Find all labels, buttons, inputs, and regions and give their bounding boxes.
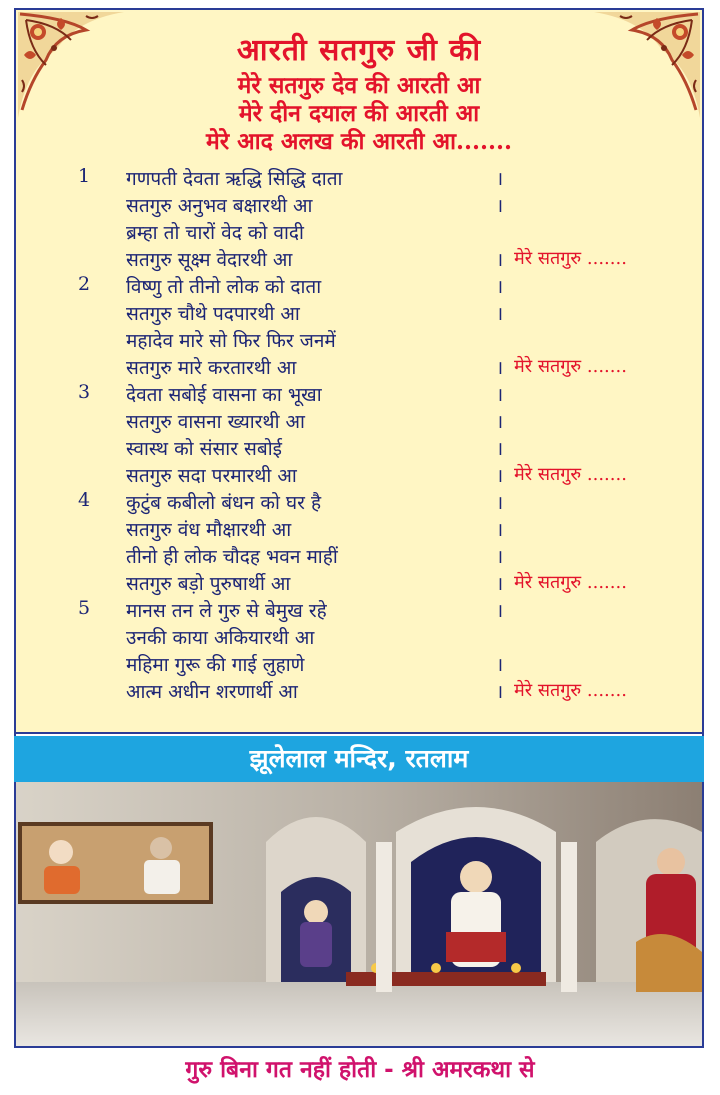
danda-mark: ।: [496, 681, 504, 703]
verse-line: ब्रम्हा तो चारों वेद को वादी: [126, 222, 304, 244]
refrain-text: मेरे सतगुरु .......: [514, 356, 627, 377]
verse-line: मानस तन ले गुरु से बेमुख रहे: [126, 600, 327, 622]
verse-line: देवता सबोई वासना का भूखा: [126, 384, 322, 406]
verse-line: सतगुरु मारे करतारथी आ: [126, 357, 297, 379]
danda-mark: ।: [496, 195, 504, 217]
refrain-text: मेरे सतगुरु .......: [514, 464, 627, 485]
verse-line: गणपती देवता ऋद्धि सिद्धि दाता: [126, 168, 343, 190]
verse-line: महिमा गुरू की गाई लुहाणे: [126, 654, 305, 676]
danda-mark: ।: [496, 411, 504, 433]
verse-line: सतगुरु वासना ख्यारथी आ: [126, 411, 305, 433]
verse-line: सतगुरु अनुभव बक्षारथी आ: [126, 195, 313, 217]
chorus-line: मेरे आद अलख की आरती आ.......: [205, 128, 513, 155]
verse-line: तीनो ही लोक चौदह भवन माहीं: [126, 546, 338, 568]
verse-number: 5: [78, 597, 91, 619]
verse-number: 4: [78, 489, 91, 511]
temple-photo: [16, 782, 702, 1046]
danda-mark: ।: [496, 438, 504, 460]
verse-line: विष्णु तो तीनो लोक को दाता: [126, 276, 322, 298]
danda-mark: ।: [496, 276, 504, 298]
verse-line: महादेव मारे सो फिर फिर जनमें: [126, 330, 336, 352]
temple-banner: झूलेलाल मन्दिर, रतलाम: [14, 736, 704, 782]
chorus-line: मेरे दीन दयाल की आरती आ: [238, 100, 480, 127]
verse-number: 1: [78, 165, 91, 187]
danda-mark: ।: [496, 384, 504, 406]
danda-mark: ।: [496, 546, 504, 568]
danda-mark: ।: [496, 303, 504, 325]
chorus-line: मेरे सतगुरु देव की आरती आ: [237, 72, 481, 99]
verse-line: उनकी काया अकियारथी आ: [126, 627, 315, 649]
footer-caption: गुरु बिना गत नहीं होती - श्री अमरकथा से: [185, 1057, 535, 1083]
verse-line: सतगुरु सदा परमारथी आ: [126, 465, 297, 487]
verse-line: सतगुरु सूक्ष्म वेदारथी आ: [126, 249, 293, 271]
verse-line: सतगुरु चौथे पदपारथी आ: [126, 303, 300, 325]
verse-line: सतगुरु वंध मौक्षारथी आ: [126, 519, 292, 541]
aarti-panel: [14, 8, 704, 734]
refrain-text: मेरे सतगुरु .......: [514, 572, 627, 593]
danda-mark: ।: [496, 492, 504, 514]
danda-mark: ।: [496, 465, 504, 487]
refrain-text: मेरे सतगुरु .......: [514, 248, 627, 269]
verse-number: 3: [78, 381, 91, 403]
page-title: आरती सतगुरु जी की: [236, 33, 482, 68]
danda-mark: ।: [496, 573, 504, 595]
verse-line: आत्म अधीन शरणार्थी आ: [126, 681, 298, 703]
danda-mark: ।: [496, 519, 504, 541]
verse-line: स्वास्थ को संसार सबोई: [126, 438, 282, 460]
verse-number: 2: [78, 273, 91, 295]
danda-mark: ।: [496, 249, 504, 271]
verse-line: सतगुरु बड़ो पुरुषार्थी आ: [126, 573, 291, 595]
danda-mark: ।: [496, 168, 504, 190]
verse-line: कुटुंब कबीलो बंधन को घर है: [126, 492, 322, 514]
refrain-text: मेरे सतगुरु .......: [514, 680, 627, 701]
danda-mark: ।: [496, 357, 504, 379]
danda-mark: ।: [496, 654, 504, 676]
danda-mark: ।: [496, 600, 504, 622]
